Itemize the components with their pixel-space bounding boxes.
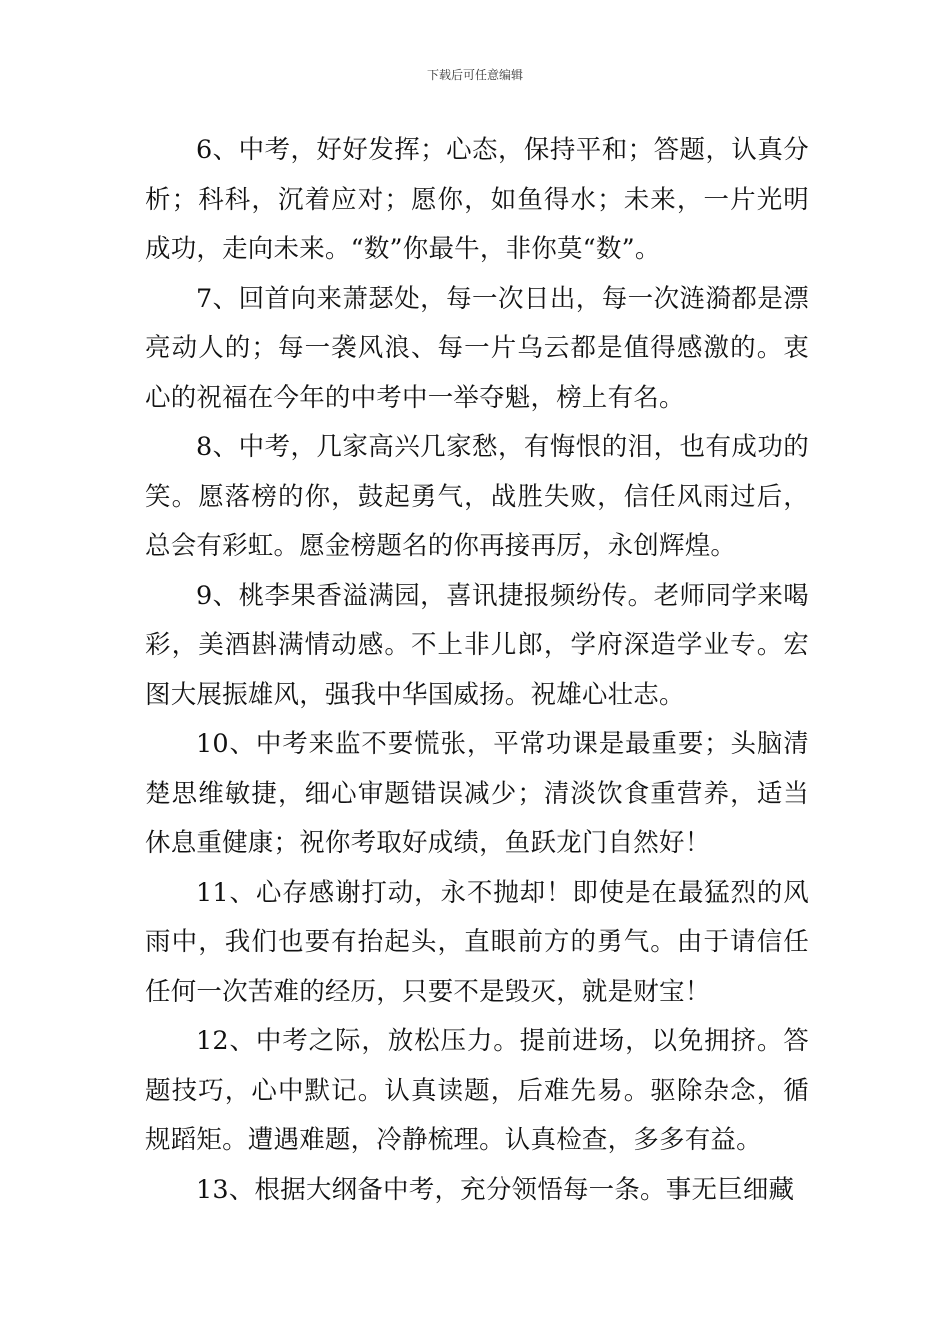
paragraph-12: 12、中考之际，放松压力。提前进场，以免拥挤。答题技巧，心中默记。认真读题，后难先易。驱除杂念，循规蹈矩。遭遇难题，冷静梳理。认真检查，多多有益。: [145, 1026, 809, 1155]
document-body: [145, 126, 809, 1215]
paragraph-7: 7、回首向来萧瑟处，每一次日出，每一次涟漪都是漂亮动人的；每一袭风浪、每一片乌云都是值得感激的。衷心的祝福在今年的中考中一举夺魁，榜上有名。: [145, 283, 809, 413]
paragraph-11: 11、心存感谢打动，永不抛却！即使是在最猛烈的风雨中，我们也要有抬起头，直眼前方的勇气。由于请信任任何一次苦难的经历，只要不是毁灭，就是财宝！: [145, 877, 809, 1007]
paragraph-9: 9、桃李果香溢满园，喜讯捷报频纷传。老师同学来喝彩，美酒斟满情动感。不上非儿郎，学府深造学业专。宏图大展振雄风，强我中华国威扬。祝雄心壮志。: [145, 580, 809, 710]
paragraph-13: 13、根据大纲备中考，充分领悟每一条。事无巨细藏: [196, 1174, 795, 1205]
page-header: 下载后可任意编辑: [426, 68, 523, 82]
paragraph-8: 8、中考，几家高兴几家愁，有悔恨的泪，也有成功的笑。愿落榜的你，鼓起勇气，战胜失败，信任风雨过后，总会有彩虹。愿金榜题名的你再接再厉，永创辉煌。: [145, 432, 809, 561]
paragraph-10: 10、中考来监不要慌张，平常功课是最重要；头脑清楚思维敏捷，细心审题错误减少；清淡饮食重营养，适当休息重健康；祝你考取好成绩，鱼跃龙门自然好！: [145, 729, 809, 858]
paragraph-6: 6、中考，好好发挥；心态，保持平和；答题，认真分析；科科，沉着应对；愿你，如鱼得水；未来，一片光明成功，走向未来。“数”你最牛，非你莫“数”。: [145, 135, 809, 264]
